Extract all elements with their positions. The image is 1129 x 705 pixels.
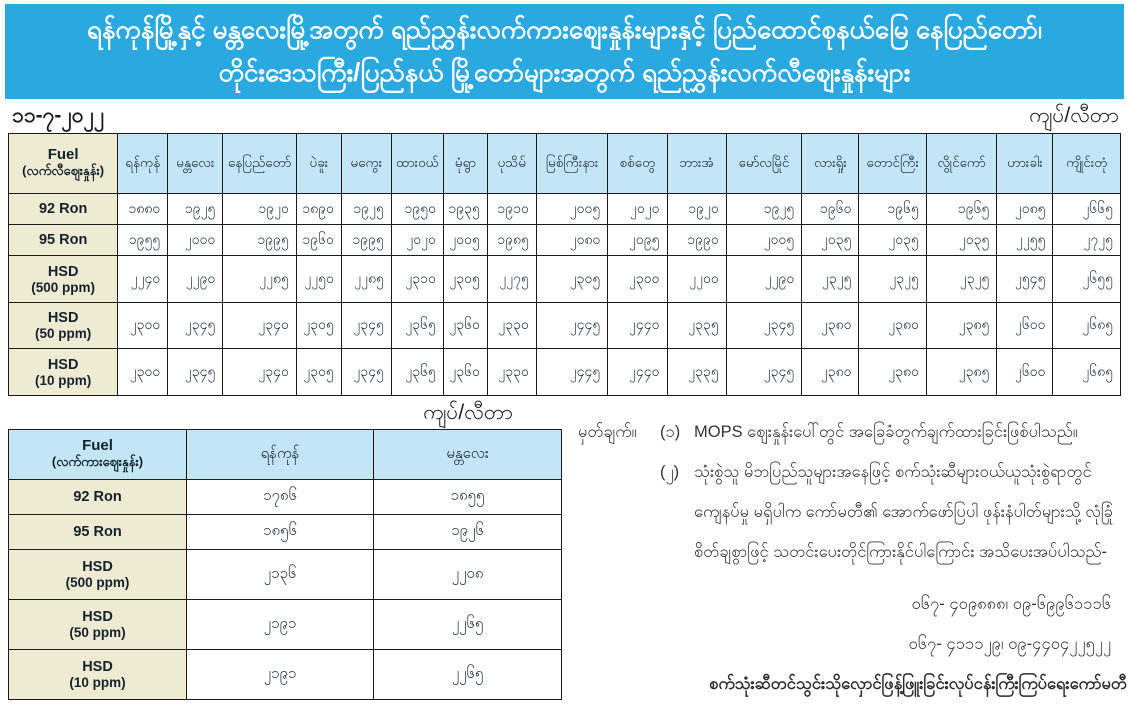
city-column-header: စစ်တွေ: [608, 134, 667, 194]
price-cell: ၂၃၈၀: [859, 303, 926, 349]
fuel-row-label-line2: (10 ppm): [69, 675, 126, 690]
price-cell: ၂၁၉၁: [187, 600, 374, 650]
title-banner: [5, 4, 1124, 99]
fuel-row-label-line2: (50 ppm): [34, 326, 92, 341]
fuel-column-header: [9, 134, 118, 194]
price-cell: ၂၃၃၅: [667, 349, 726, 396]
price-cell: ၁၉၆၅: [859, 194, 926, 225]
city-column-header: မန္တလေး: [168, 134, 223, 194]
fuel-row-label-line1: HSD: [82, 609, 113, 625]
price-cell: ၁၉၆၅: [926, 194, 996, 225]
city-column-header: လွိုင်ကော်: [926, 134, 996, 194]
price-cell: ၂၃၃၅: [667, 303, 726, 349]
wholesale-price-table: [8, 429, 562, 700]
fuel-header-subtitle: (လက်ကားဈေးနှုန်း): [51, 453, 144, 469]
price-cell: ၁၈၅၆: [187, 515, 374, 550]
price-cell: ၂၃၃၀: [487, 303, 536, 349]
price-cell: ၁၉၆၀: [296, 225, 341, 256]
note-1-number: (၁): [660, 423, 681, 441]
price-cell: ၂၃၂၅: [859, 256, 926, 303]
fuel-row-label-line1: HSD: [82, 559, 113, 575]
city-column-header: ရန်ကုန်: [118, 134, 168, 194]
report-date: ၁၁-၇-၂၀၂၂: [12, 104, 105, 127]
fuel-row-label: [9, 550, 187, 600]
price-cell: ၂၂၆၅: [374, 650, 562, 700]
price-cell: ၂၃၈၅: [926, 349, 996, 396]
price-cell: ၂၃၄၅: [168, 303, 223, 349]
price-cell: ၂၄၄၅: [536, 349, 607, 396]
price-cell: ၂၃၄၀: [223, 303, 297, 349]
price-cell: ၂၆၀၀: [997, 349, 1053, 396]
price-cell: ၁၉၉၅: [341, 225, 391, 256]
city-column-header: နေပြည်တော်: [223, 134, 297, 194]
price-cell: ၂၀၃၅: [859, 225, 926, 256]
fuel-row-label-line1: 92 Ron: [38, 201, 88, 217]
price-cell: ၂၃၀၅: [296, 303, 341, 349]
city-column-header: မုံရွာ: [443, 134, 487, 194]
price-cell: ၂၀၈၀: [536, 225, 607, 256]
price-cell: ၂၅၄၅: [997, 256, 1053, 303]
fuel-header-title: Fuel: [47, 145, 79, 163]
city-column-header: ရန်ကုန်: [187, 430, 374, 480]
price-cell: ၂၆၈၅: [1053, 349, 1121, 396]
price-cell: ၂၃၄၀: [223, 349, 297, 396]
price-cell: ၂၃၄၅: [341, 303, 391, 349]
banner-title-line2: တိုင်းဒေသကြီး/ပြည်နယ် မြို့တော်များအတွက် ရည်ညွှန်းလက်လီဈေးနှုန်းများ: [218, 57, 911, 87]
price-cell: ၂၀၃၅: [926, 225, 996, 256]
fuel-row-label: [9, 225, 118, 256]
price-cell: ၂၁၃၆: [187, 550, 374, 600]
city-column-header: မြစ်ကြီးနား: [536, 134, 607, 194]
price-cell: ၁၈၅၅: [374, 480, 562, 515]
fuel-row-label-line2: (500 ppm): [31, 279, 95, 295]
price-cell: ၂၆၀၀: [997, 303, 1053, 349]
price-cell: ၂၃၀၅: [536, 256, 607, 303]
price-cell: ၂၂၇၅: [487, 256, 536, 303]
price-cell: ၂၇၂၅: [1053, 225, 1121, 256]
price-cell: ၂၃၂၅: [926, 256, 996, 303]
price-cell: ၂၆၈၅: [1053, 303, 1121, 349]
note-2-text: သုံးစွဲသူ မိဘပြည်သူများအနေဖြင့် စက်သုံးဆီများဝယ်ယူသုံးစွဲရာတွင် ကျေနပ်မှု မရှိပါက ကော်မတီ၏ အောက်ဖော်ပြပါ ဖုန်းနံပါတ်များသို့ လုံခြုံစိတ်ချစွာဖြင့် သတင်းပေးတိုင်ကြားနိုင်ပါကြောင်း အသိပေးအပ်ပါသည်-: [694, 463, 1113, 561]
price-cell: ၂၂၈၅: [223, 256, 297, 303]
price-cell: ၂၃၈၀: [802, 303, 859, 349]
price-cell: ၂၄၄၀: [608, 303, 667, 349]
fuel-row-label: [9, 303, 118, 349]
fuel-header-title: Fuel: [82, 436, 113, 454]
price-cell: ၂၀၉၅: [608, 225, 667, 256]
city-column-header: ဟားခါး: [997, 134, 1053, 194]
price-cell: ၂၀၀၀: [168, 225, 223, 256]
price-cell: ၂၄၄၅: [536, 303, 607, 349]
price-cell: ၁၉၅၅: [118, 225, 168, 256]
price-cell: ၂၆၅၅: [1053, 256, 1121, 303]
note-item-1: [578, 412, 1127, 452]
fuel-row-label-line1: 92 Ron: [73, 489, 122, 505]
fuel-column-header: [9, 430, 187, 480]
price-cell: ၁၉၂၀: [667, 194, 726, 225]
price-cell: ၂၂၄၀: [118, 256, 168, 303]
phone-line-2: ၀၆၇- ၄၁၁၁၂၉၊ ၀၉-၄၄၀၄၂၂၅၂၂: [908, 635, 1111, 653]
price-cell: ၂၃၄၅: [726, 349, 802, 396]
fuel-row-label: [9, 515, 187, 550]
unit-label-top: ကျပ်/လီတာ: [1029, 104, 1119, 127]
price-cell: ၁၉၆၀: [802, 194, 859, 225]
fuel-row-label-line1: HSD: [47, 356, 79, 373]
notes-section: [578, 412, 1127, 704]
city-column-header: မန္တလေး: [374, 430, 562, 480]
price-cell: ၁၉၃၅: [443, 194, 487, 225]
price-cell: ၂၃၄၅: [726, 303, 802, 349]
price-cell: ၂၂၅၅: [997, 225, 1053, 256]
price-cell: ၂၆၆၅: [1053, 194, 1121, 225]
city-column-header: လားရှိုး: [802, 134, 859, 194]
price-cell: ၂၃၂၅: [802, 256, 859, 303]
price-cell: ၁၉၉၅: [223, 225, 297, 256]
price-cell: ၂၃၀၅: [443, 256, 487, 303]
price-cell: ၂၁၉၁: [187, 650, 374, 700]
price-cell: ၁၈၉၀: [296, 194, 341, 225]
price-cell: ၂၀၃၅: [802, 225, 859, 256]
fuel-row-label-line1: HSD: [47, 310, 79, 326]
fuel-row-label-line2: (500 ppm): [65, 575, 130, 590]
price-cell: ၂၄၄၀: [608, 349, 667, 396]
price-cell: ၂၃၈၀: [802, 349, 859, 396]
retail-price-table: [8, 133, 1121, 396]
price-cell: ၂၀၀၅: [443, 225, 487, 256]
committee-name: စက်သုံးဆီတင်သွင်းသိုလှောင်ဖြန့်ဖြူးခြင်းလုပ်ငန်းကြီးကြပ်ရေးကော်မတီ: [709, 675, 1127, 693]
fuel-row-label-line2: (50 ppm): [69, 625, 126, 640]
price-cell: ၂၂၉၀: [726, 256, 802, 303]
fuel-row-label-line1: HSD: [82, 659, 113, 675]
city-column-header: ပုသိမ်: [487, 134, 536, 194]
price-cell: ၂၃၆၀: [443, 303, 487, 349]
price-cell: ၂၀၂၀: [608, 194, 667, 225]
price-cell: ၁၉၂၆: [374, 515, 562, 550]
price-cell: ၂၃၃၀: [487, 349, 536, 396]
city-column-header: မော်လမြိုင်: [726, 134, 802, 194]
price-cell: ၁၈၈၀: [118, 194, 168, 225]
price-cell: ၂၃၀၀: [118, 349, 168, 396]
price-cell: ၂၃၆၀: [443, 349, 487, 396]
note-item-2: [660, 452, 1127, 572]
fuel-row-label-line2: (10 ppm): [34, 372, 92, 388]
fuel-row-label: [9, 194, 118, 225]
fuel-row-label-line1: 95 Ron: [73, 524, 122, 540]
banner-title-line1: ရန်ကုန်မြို့နှင့် မန္တလေးမြို့အတွက် ရည်ညွှန်းလက်ကားဈေးနှုန်းများနှင့် ပြည်ထောင်စုနယ်မြေ နေပြည်တော်၊: [87, 14, 1042, 44]
price-cell: ၂၂၀၈: [374, 550, 562, 600]
city-column-header: ပဲခူး: [296, 134, 341, 194]
price-cell: ၂၃၆၅: [391, 303, 443, 349]
fuel-row-label-line1: HSD: [47, 263, 79, 280]
city-column-header: တောင်ကြီး: [859, 134, 926, 194]
price-cell: ၂၂၀၀: [667, 256, 726, 303]
price-cell: ၂၂၈၅: [341, 256, 391, 303]
note-heading: မှတ်ချက်။: [578, 423, 637, 441]
price-cell: ၁၉၉၀: [667, 225, 726, 256]
price-cell: ၁၉၂၀: [223, 194, 297, 225]
price-cell: ၁၉၂၅: [726, 194, 802, 225]
city-column-header: မကွေး: [341, 134, 391, 194]
price-cell: ၂၃၈၀: [859, 349, 926, 396]
price-cell: ၂၃၆၅: [391, 349, 443, 396]
price-cell: ၁၉၂၅: [341, 194, 391, 225]
price-cell: ၂၃၀၅: [296, 349, 341, 396]
price-cell: ၁၉၁၀: [487, 194, 536, 225]
fuel-row-label: [9, 480, 187, 515]
price-cell: ၂၃၀၀: [608, 256, 667, 303]
phone-line-1: ၀၆၇- ၄၀၉၈၈၈၊ ၀၉-၆၉၉၆၁၁၁၆: [911, 595, 1111, 613]
price-cell: ၁၉၂၅: [168, 194, 223, 225]
city-column-header: ဘားအံ: [667, 134, 726, 194]
price-cell: ၂၀၀၅: [536, 194, 607, 225]
fuel-row-label: [9, 600, 187, 650]
price-cell: ၂၃၈၅: [926, 303, 996, 349]
city-column-header: ကျိုင်းတုံ: [1053, 134, 1121, 194]
price-cell: ၂၀၂၀: [391, 225, 443, 256]
price-cell: ၂၂၆၅: [374, 600, 562, 650]
price-cell: ၁၉၈၅: [487, 225, 536, 256]
price-cell: ၂၂၅၀: [296, 256, 341, 303]
price-cell: ၂၃၁၀: [391, 256, 443, 303]
city-column-header: ထားဝယ်: [391, 134, 443, 194]
price-cell: ၁၉၅၀: [391, 194, 443, 225]
fuel-header-subtitle: (လက်လီဈေးနှုန်း): [22, 162, 105, 178]
price-cell: ၁၇၈၆: [187, 480, 374, 515]
unit-label-bottom: ကျပ်/လီတာ: [423, 401, 513, 424]
price-cell: ၂၀၈၅: [997, 194, 1053, 225]
wholesale-section: [8, 399, 561, 700]
price-cell: ၂၃၄၅: [341, 349, 391, 396]
note-2-number: (၂): [660, 463, 680, 481]
fuel-row-label: [9, 349, 118, 396]
price-cell: ၂၃၄၅: [168, 349, 223, 396]
price-cell: ၂၀၀၅: [726, 225, 802, 256]
price-cell: ၂၂၉၀: [168, 256, 223, 303]
fuel-row-label-line1: 95 Ron: [38, 232, 88, 248]
note-1-text: MOPS ဈေးနှုန်းပေါ်တွင် အခြေခံတွက်ချက်ထားခြင်းဖြစ်ပါသည်။: [694, 423, 1078, 441]
price-cell: ၂၃၀၀: [118, 303, 168, 349]
fuel-row-label: [9, 650, 187, 700]
fuel-row-label: [9, 256, 118, 303]
